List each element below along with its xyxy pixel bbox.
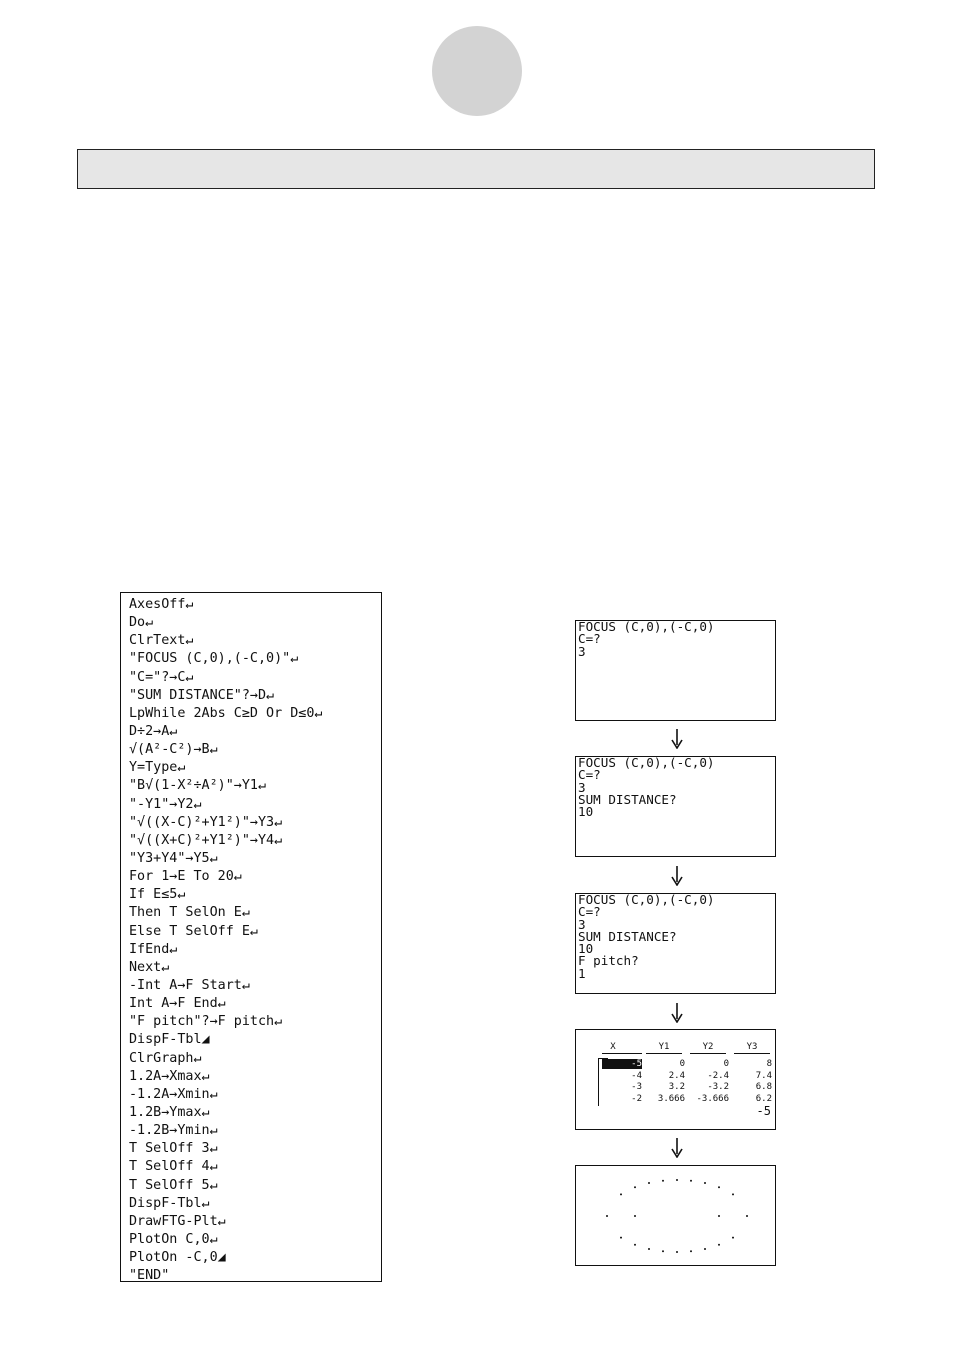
plot-point [676, 1179, 678, 1181]
program-line: T SelOff 3↵ [129, 1141, 218, 1157]
table-cell: 0 [723, 1059, 729, 1069]
program-line: Int A→F End↵ [129, 996, 226, 1012]
plot-point [704, 1248, 706, 1250]
lcd-line: 3 [578, 779, 586, 795]
plot-point [606, 1215, 608, 1217]
program-line: 1.2A→Xmax↵ [129, 1068, 210, 1084]
program-line: D÷2→A↵ [129, 723, 178, 739]
program-line: "-Y1"→Y2↵ [129, 796, 202, 812]
section-title-bar [77, 149, 875, 189]
plot-point [732, 1193, 734, 1195]
program-lines [121, 593, 381, 1285]
table-header-x: X [610, 1042, 616, 1052]
function-table [576, 1030, 775, 1129]
table-cell: -2.4 [707, 1070, 729, 1081]
plot-point [648, 1248, 650, 1250]
plot-point [634, 1244, 636, 1246]
lcd-text-2 [576, 757, 775, 818]
program-line: "END" [129, 1268, 170, 1284]
lcd-text-3 [576, 894, 775, 980]
program-line: "F pitch"?→F pitch↵ [129, 1014, 283, 1030]
plot-point [718, 1186, 720, 1188]
plot-point [676, 1251, 678, 1253]
program-line: AxesOff↵ [129, 597, 194, 612]
cursor-value: -5 [756, 1104, 771, 1118]
program-line: ClrText↵ [129, 633, 194, 649]
program-line: "√((X+C)²+Y1²)"→Y4↵ [129, 832, 283, 848]
program-line: "FOCUS (C,0),(-C,0)"↵ [129, 651, 299, 667]
lcd-line: 3 [578, 643, 586, 659]
header-underline [646, 1053, 682, 1054]
program-line: -1.2B→Ymin↵ [129, 1123, 218, 1139]
plot-point [662, 1250, 664, 1252]
plot-point [718, 1244, 720, 1246]
lcd-line: FOCUS (C,0),(-C,0) [578, 620, 715, 634]
program-line: DispF-Tbl◢ [129, 1032, 210, 1048]
plot-point [690, 1250, 692, 1252]
program-line: DispF-Tbl↵ [129, 1195, 210, 1211]
table-cell: -3.2 [707, 1082, 729, 1092]
plot-point [620, 1237, 622, 1239]
plot-point [662, 1180, 664, 1182]
page-section-circle [432, 26, 522, 116]
lcd-line: SUM DISTANCE? [578, 791, 677, 807]
down-arrow-icon [670, 1138, 684, 1158]
table-header-y2: Y2 [702, 1042, 714, 1052]
plot-point [704, 1182, 706, 1184]
table-cell: 2.4 [668, 1070, 685, 1081]
header-underline [690, 1053, 726, 1054]
lcd-line: 1 [578, 965, 586, 981]
table-cell: 6.2 [755, 1093, 772, 1104]
program-line: "SUM DISTANCE"?→D↵ [129, 687, 275, 703]
lcd-line: 3 [578, 916, 586, 932]
lcd-line: 10 [578, 804, 594, 820]
table-cell: -3.666 [696, 1093, 729, 1104]
lcd-line: 10 [578, 941, 594, 957]
program-line: T SelOff 5↵ [129, 1177, 218, 1193]
down-arrow-icon [670, 729, 684, 749]
plot-point [634, 1186, 636, 1188]
program-line: 1.2B→Ymax↵ [129, 1104, 210, 1120]
down-arrow-icon [670, 866, 684, 886]
program-line: ClrGraph↵ [129, 1050, 202, 1066]
table-cell: 3.666 [657, 1093, 685, 1104]
plot-point [732, 1237, 734, 1239]
program-line: "√((X-C)²+Y1²)"→Y3↵ [129, 814, 283, 830]
program-line: T SelOff 4↵ [129, 1159, 218, 1175]
calc-screen-2 [575, 756, 776, 857]
table-cell: 3.2 [668, 1082, 685, 1092]
program-line: For 1→E To 20↵ [129, 869, 242, 885]
lcd-line: SUM DISTANCE? [578, 928, 677, 944]
focus-point [634, 1215, 636, 1217]
program-line: -1.2A→Xmin↵ [129, 1086, 218, 1102]
program-line: PlotOn -C,0◢ [129, 1250, 226, 1266]
lcd-line: C=? [578, 631, 601, 647]
program-line: -Int A→F Start↵ [129, 977, 250, 993]
program-line: "C="?→C↵ [129, 669, 194, 685]
program-line: Next↵ [129, 959, 170, 975]
program-line: PlotOn C,0↵ [129, 1231, 218, 1247]
header-underline [734, 1053, 770, 1054]
program-line: IfEnd↵ [129, 941, 178, 957]
table-cell: -2 [631, 1093, 642, 1104]
lcd-text-1 [576, 621, 775, 658]
program-line: Do↵ [129, 615, 154, 631]
table-cell: 6.8 [755, 1082, 772, 1092]
calc-screen-graph [575, 1165, 776, 1266]
table-cell: -3 [631, 1082, 642, 1092]
program-listing [120, 592, 382, 1282]
lcd-line: F pitch? [578, 953, 639, 969]
calc-screen-3 [575, 893, 776, 994]
plot-point [746, 1215, 748, 1217]
table-header-y3: Y3 [746, 1042, 758, 1052]
plot-point [690, 1180, 692, 1182]
program-line: √(A²-C²)→B↵ [129, 742, 218, 758]
table-cell: 7.4 [755, 1070, 772, 1081]
ellipse-plot [576, 1166, 775, 1265]
program-line: Else T SelOff E↵ [129, 923, 258, 939]
header-underline [602, 1053, 642, 1054]
program-line: LpWhile 2Abs C≥D Or D≤0↵ [129, 705, 323, 721]
table-cell: -4 [631, 1070, 642, 1081]
table-cell: -5 [602, 1059, 642, 1069]
plot-point [620, 1193, 622, 1195]
program-line: DrawFTG-Plt↵ [129, 1213, 226, 1229]
table-row-bracket [598, 1058, 599, 1106]
program-line: If E≤5↵ [129, 887, 186, 903]
lcd-line: FOCUS (C,0),(-C,0) [578, 756, 715, 770]
program-line: "Y3+Y4"→Y5↵ [129, 850, 218, 866]
table-cell: 8 [766, 1059, 772, 1069]
down-arrow-icon [670, 1003, 684, 1023]
focus-point [718, 1215, 720, 1217]
lcd-line: C=? [578, 904, 601, 920]
table-cell: 0 [679, 1059, 685, 1069]
program-line: Y=Type↵ [129, 760, 186, 776]
lcd-line: FOCUS (C,0),(-C,0) [578, 893, 715, 907]
table-header-y1: Y1 [658, 1042, 670, 1052]
program-line: Then T SelOn E↵ [129, 905, 250, 921]
calc-screen-1 [575, 620, 776, 721]
plot-point [648, 1182, 650, 1184]
program-line: "B√(1-X²÷A²)"→Y1↵ [129, 778, 267, 794]
lcd-line: C=? [578, 767, 601, 783]
calc-screen-table [575, 1029, 776, 1130]
